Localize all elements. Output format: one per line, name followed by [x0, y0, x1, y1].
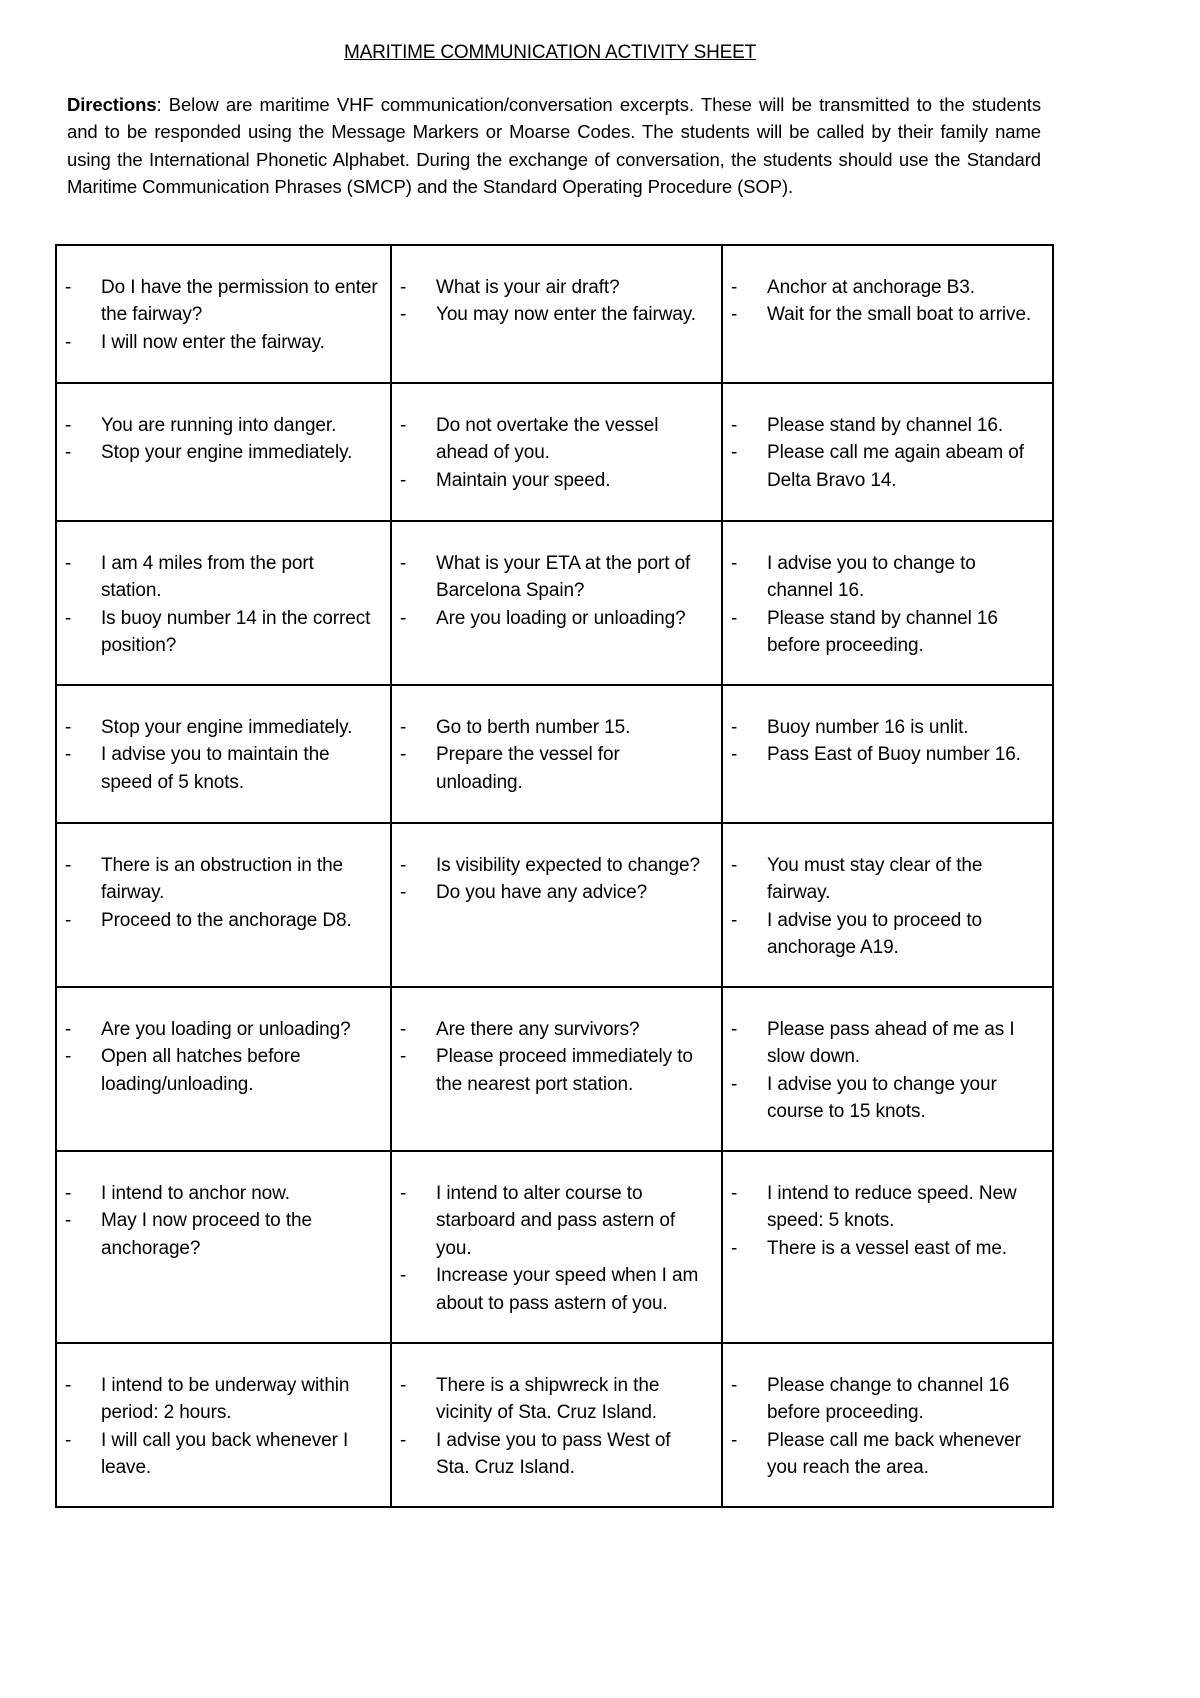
excerpt-text: You must stay clear of the fairway. — [767, 855, 983, 904]
excerpt-text: I advise you to maintain the speed of 5 knots. — [101, 744, 330, 793]
bullet-dash: - — [400, 1375, 407, 1396]
excerpt-line — [400, 852, 713, 879]
excerpt-cell — [391, 1343, 722, 1507]
bullet-dash: - — [731, 1019, 738, 1040]
excerpt-text: May I now proceed to the anchorage? — [101, 1210, 312, 1259]
excerpt-line — [65, 329, 382, 356]
table-row — [56, 1343, 1053, 1507]
excerpt-text: Do not overtake the vessel ahead of you. — [436, 415, 659, 464]
bullet-dash: - — [65, 442, 72, 464]
excerpt-cell — [391, 521, 722, 685]
directions-label: Directions — [67, 94, 157, 115]
excerpt-text: Is buoy number 14 in the correct position? — [101, 607, 371, 657]
excerpt-line — [400, 1427, 713, 1482]
excerpt-cell — [56, 1343, 391, 1507]
excerpt-text: I advise you to change your course to 15 knots. — [767, 1073, 997, 1123]
excerpt-line — [400, 879, 713, 906]
excerpt-text: Open all hatches before loading/unloading. — [101, 1046, 301, 1095]
bullet-dash: - — [731, 1073, 738, 1095]
excerpt-line — [731, 1235, 1044, 1262]
excerpt-cell — [722, 521, 1053, 685]
bullet-dash: - — [65, 1019, 72, 1040]
excerpt-cell — [722, 383, 1053, 521]
excerpt-text: I advise you to change to channel 16. — [767, 553, 976, 602]
excerpt-text: Stop your engine immediately. — [101, 717, 353, 738]
excerpt-text: There is a vessel east of me. — [767, 1237, 1007, 1259]
bullet-dash: - — [400, 607, 407, 629]
excerpt-line — [65, 1372, 382, 1427]
excerpt-line — [400, 1262, 713, 1317]
excerpt-cell — [56, 521, 391, 685]
excerpt-line — [400, 1043, 713, 1098]
table-row — [56, 987, 1053, 1151]
excerpt-line — [731, 1372, 1044, 1427]
excerpt-text: There is a shipwreck in the vicinity of Sta. Cruz Island. — [436, 1375, 660, 1424]
excerpt-text: Please stand by channel 16 before proceeding. — [767, 607, 998, 657]
excerpt-line — [65, 741, 382, 796]
excerpt-line — [400, 714, 713, 741]
bullet-dash: - — [731, 1183, 738, 1204]
bullet-dash: - — [65, 1183, 72, 1204]
bullet-dash: - — [400, 469, 407, 491]
excerpt-text: Do I have the permission to enter the fairway? — [101, 277, 378, 326]
excerpt-text: I intend to reduce speed. New speed: 5 knots. — [767, 1183, 1017, 1232]
table-row — [56, 1151, 1053, 1343]
excerpt-text: Go to berth number 15. — [436, 717, 631, 738]
excerpt-text: Please stand by channel 16. — [767, 415, 1004, 436]
excerpt-line — [65, 1043, 382, 1098]
excerpt-cell — [722, 1343, 1053, 1507]
excerpt-text: I intend to anchor now. — [101, 1183, 290, 1204]
bullet-dash: - — [65, 1375, 72, 1396]
bullet-dash: - — [731, 1429, 738, 1451]
excerpt-text: You may now enter the fairway. — [436, 304, 696, 326]
excerpt-line — [65, 1207, 382, 1262]
excerpt-line — [731, 852, 1044, 907]
excerpt-cell — [391, 987, 722, 1151]
excerpt-text: Stop your engine immediately. — [101, 442, 353, 464]
excerpt-text: What is your ETA at the port of Barcelona Spain? — [436, 553, 691, 602]
table-row — [56, 823, 1053, 987]
excerpt-line — [400, 1016, 713, 1043]
excerpts-table-body — [56, 245, 1053, 1507]
table-row — [56, 685, 1053, 823]
bullet-dash: - — [65, 607, 72, 629]
bullet-dash: - — [400, 744, 407, 766]
bullet-dash: - — [65, 1046, 72, 1068]
excerpt-line — [400, 301, 713, 328]
excerpt-text: Anchor at anchorage B3. — [767, 277, 975, 298]
bullet-dash: - — [731, 304, 738, 326]
excerpt-text: Maintain your speed. — [436, 469, 611, 491]
excerpt-cell — [722, 823, 1053, 987]
table-row — [56, 245, 1053, 383]
excerpt-cell — [722, 245, 1053, 383]
excerpt-line — [731, 301, 1044, 328]
excerpt-line — [731, 1427, 1044, 1482]
excerpt-text: What is your air draft? — [436, 277, 620, 298]
excerpt-text: Increase your speed when I am about to pass astern of you. — [436, 1265, 699, 1314]
excerpt-text: I will now enter the fairway. — [101, 331, 325, 353]
excerpt-line — [400, 467, 713, 494]
bullet-dash: - — [400, 717, 407, 738]
excerpt-line — [65, 714, 382, 741]
bullet-dash: - — [65, 1210, 72, 1232]
bullet-dash: - — [65, 415, 72, 436]
bullet-dash: - — [400, 1265, 407, 1287]
excerpt-text: Are there any survivors? — [436, 1019, 640, 1040]
excerpt-line — [731, 412, 1044, 439]
bullet-dash: - — [731, 1237, 738, 1259]
excerpt-text: Wait for the small boat to arrive. — [767, 304, 1032, 326]
excerpt-cell — [56, 685, 391, 823]
excerpt-text: I am 4 miles from the port station. — [101, 553, 314, 602]
bullet-dash: - — [400, 553, 407, 574]
excerpt-line — [731, 439, 1044, 494]
bullet-dash: - — [400, 882, 407, 904]
communication-excerpts-table — [55, 244, 1054, 1508]
bullet-dash: - — [65, 744, 72, 766]
excerpt-cell — [56, 987, 391, 1151]
bullet-dash: - — [400, 1046, 407, 1068]
bullet-dash: - — [65, 717, 72, 738]
directions-paragraph — [67, 91, 1041, 201]
bullet-dash: - — [731, 909, 738, 931]
bullet-dash: - — [400, 1183, 407, 1204]
excerpt-text: Buoy number 16 is unlit. — [767, 717, 969, 738]
directions-text: : Below are maritime VHF communication/conversation excerpts. These will be transmitted to the students and to be responded using the Message Markers or Moarse Codes. The students will be called by their family name using the International Phonetic Alphabet. During the exchange of conversation, the students should use the Standard Maritime Communication Phrases (SMCP) and the Standard Operating Procedure (SOP). — [67, 94, 1041, 198]
excerpt-text: Please call me back whenever you reach the area. — [767, 1429, 1021, 1479]
excerpt-line — [65, 1427, 382, 1482]
bullet-dash: - — [400, 1429, 407, 1451]
excerpt-line — [400, 274, 713, 301]
table-row — [56, 383, 1053, 521]
excerpt-line — [65, 439, 382, 466]
excerpt-cell — [722, 685, 1053, 823]
bullet-dash: - — [65, 553, 72, 574]
bullet-dash: - — [65, 331, 72, 353]
excerpt-line — [65, 274, 382, 329]
excerpt-cell — [56, 245, 391, 383]
excerpt-cell — [722, 987, 1053, 1151]
excerpt-text: I intend to alter course to starboard and pass astern of you. — [436, 1183, 676, 1259]
excerpt-text: Please proceed immediately to the nearest port station. — [436, 1046, 693, 1095]
excerpt-text: Are you loading or unloading? — [101, 1019, 351, 1040]
bullet-dash: - — [400, 1019, 407, 1040]
excerpt-line — [65, 852, 382, 907]
excerpt-line — [731, 605, 1044, 660]
excerpt-line — [65, 605, 382, 660]
excerpt-line — [400, 1180, 713, 1262]
excerpt-text: Please change to channel 16 before proceeding. — [767, 1375, 1010, 1424]
bullet-dash: - — [65, 1429, 72, 1451]
excerpt-line — [65, 907, 382, 934]
excerpt-line — [400, 605, 713, 632]
bullet-dash: - — [731, 717, 738, 738]
excerpt-text: There is an obstruction in the fairway. — [101, 855, 344, 904]
excerpt-text: Proceed to the anchorage D8. — [101, 909, 352, 931]
bullet-dash: - — [400, 415, 407, 436]
excerpt-text: I intend to be underway within period: 2 hours. — [101, 1375, 350, 1424]
bullet-dash: - — [65, 277, 72, 298]
bullet-dash: - — [65, 855, 72, 876]
excerpt-cell — [391, 685, 722, 823]
bullet-dash: - — [400, 304, 407, 326]
excerpt-line — [731, 274, 1044, 301]
excerpt-line — [731, 1016, 1044, 1071]
excerpt-line — [400, 741, 713, 796]
bullet-dash: - — [400, 855, 407, 876]
excerpt-cell — [391, 245, 722, 383]
excerpt-line — [65, 550, 382, 605]
bullet-dash: - — [731, 1375, 738, 1396]
excerpt-text: Please call me again abeam of Delta Bravo 14. — [767, 442, 1024, 491]
excerpt-cell — [56, 383, 391, 521]
excerpt-cell — [391, 823, 722, 987]
excerpt-text: Prepare the vessel for unloading. — [436, 744, 620, 793]
excerpt-line — [731, 1180, 1044, 1235]
excerpt-text: Do you have any advice? — [436, 882, 648, 904]
excerpt-line — [731, 741, 1044, 768]
excerpt-text: Pass East of Buoy number 16. — [767, 744, 1021, 766]
bullet-dash: - — [731, 607, 738, 629]
bullet-dash: - — [731, 277, 738, 298]
bullet-dash: - — [65, 909, 72, 931]
excerpt-line — [731, 550, 1044, 605]
excerpt-line — [731, 907, 1044, 962]
excerpt-cell — [391, 383, 722, 521]
excerpt-text: Is visibility expected to change? — [436, 855, 700, 876]
excerpt-text: I advise you to pass West of Sta. Cruz Island. — [436, 1429, 671, 1479]
excerpt-text: You are running into danger. — [101, 415, 337, 436]
excerpt-line — [65, 1016, 382, 1043]
excerpt-line — [65, 1180, 382, 1207]
excerpt-line — [731, 714, 1044, 741]
bullet-dash: - — [731, 553, 738, 574]
excerpt-line — [400, 1372, 713, 1427]
page-title: MARITIME COMMUNICATION ACTIVITY SHEET — [343, 42, 757, 63]
excerpt-line — [65, 412, 382, 439]
bullet-dash: - — [731, 855, 738, 876]
excerpt-cell — [56, 1151, 391, 1343]
excerpt-line — [731, 1071, 1044, 1126]
excerpt-line — [400, 550, 713, 605]
excerpt-text: Are you loading or unloading? — [436, 607, 686, 629]
excerpt-text: I will call you back whenever I leave. — [101, 1429, 349, 1479]
table-row — [56, 521, 1053, 685]
bullet-dash: - — [400, 277, 407, 298]
excerpt-line — [400, 412, 713, 467]
bullet-dash: - — [731, 744, 738, 766]
excerpt-text: I advise you to proceed to anchorage A19. — [767, 909, 982, 959]
bullet-dash: - — [731, 415, 738, 436]
excerpt-cell — [56, 823, 391, 987]
bullet-dash: - — [731, 442, 738, 464]
excerpt-cell — [391, 1151, 722, 1343]
excerpt-text: Please pass ahead of me as I slow down. — [767, 1019, 1015, 1068]
excerpt-cell — [722, 1151, 1053, 1343]
